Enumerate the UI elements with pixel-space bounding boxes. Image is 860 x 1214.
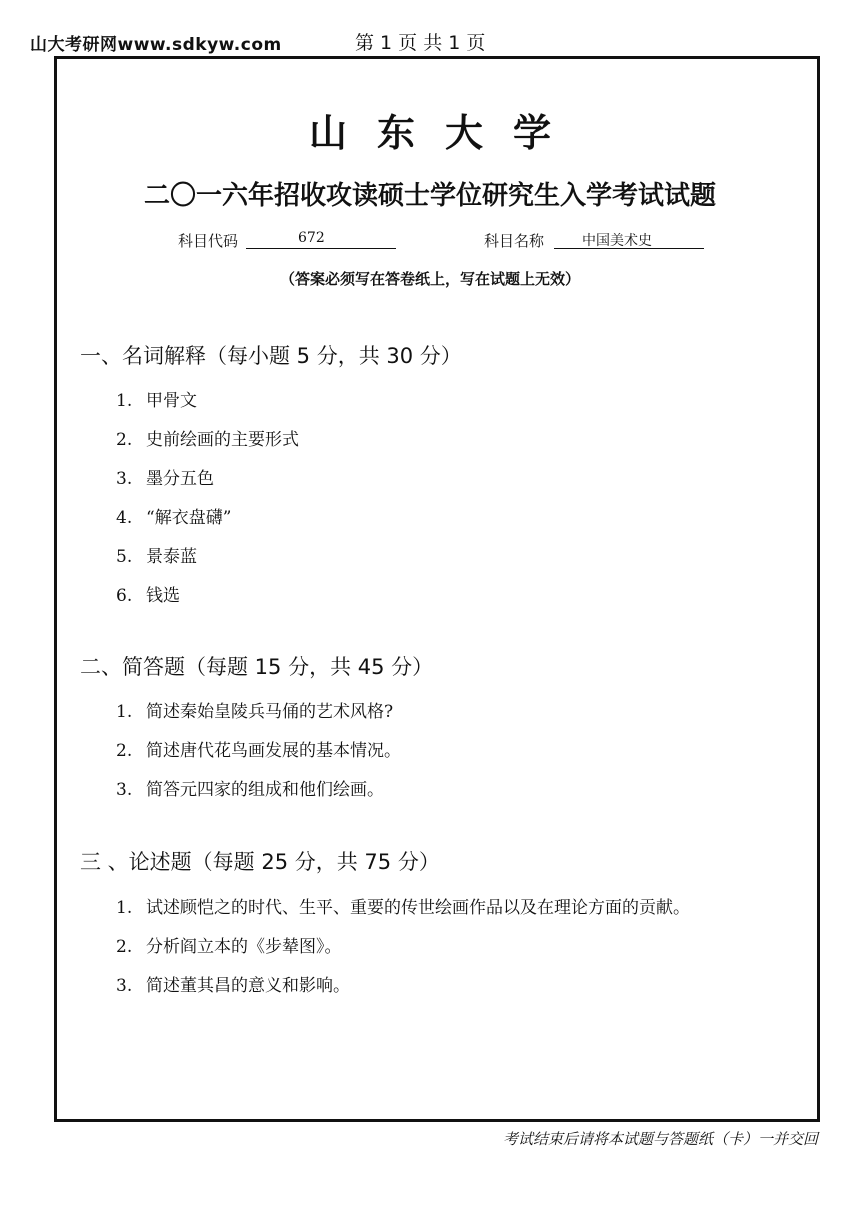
subject-code-value: 672 — [246, 230, 396, 249]
list-item — [116, 542, 197, 567]
subject-code-label: 科目代码 — [178, 232, 239, 250]
item-text: 景泰蓝 — [146, 547, 197, 567]
list-item — [116, 775, 384, 800]
section-heading-3: 三 、论述题（每题 25 分，共 75 分） — [80, 850, 440, 874]
item-number: 3. — [116, 780, 133, 800]
item-number: 2. — [116, 937, 133, 957]
site-header: 山大考研网www.sdkyw.com — [30, 35, 282, 55]
item-number: 1. — [116, 391, 133, 411]
answer-notice: （答案必须写在答卷纸上，写在试题上无效） — [279, 270, 580, 288]
item-number: 1. — [116, 702, 133, 722]
section-heading-1: 一、名词解释（每小题 5 分，共 30 分） — [80, 344, 462, 368]
university-title: 山东大学 — [308, 111, 581, 155]
list-item — [116, 425, 299, 450]
list-item — [116, 932, 342, 957]
item-text: 简述董其昌的意义和影响。 — [146, 976, 350, 996]
item-number: 1. — [116, 898, 133, 918]
item-number: 3. — [116, 469, 133, 489]
item-number: 4. — [116, 508, 133, 528]
item-number: 2. — [116, 430, 133, 450]
list-item — [116, 736, 401, 761]
item-text: “解衣盘礴” — [146, 508, 232, 528]
list-item — [116, 386, 197, 411]
subject-name-label: 科目名称 — [484, 232, 545, 250]
list-item — [116, 581, 180, 606]
item-text: 试述顾恺之的时代、生平、重要的传世绘画作品以及在理论方面的贡献。 — [146, 898, 690, 918]
list-item — [116, 464, 214, 489]
item-number: 2. — [116, 741, 133, 761]
item-text: 简述唐代花鸟画发展的基本情况。 — [146, 741, 401, 761]
item-text: 钱选 — [146, 586, 180, 606]
item-number: 3. — [116, 976, 133, 996]
list-item — [116, 697, 393, 722]
list-item — [116, 893, 690, 918]
item-number: 6. — [116, 586, 133, 606]
section-heading-2: 二、简答题（每题 15 分，共 45 分） — [80, 655, 434, 679]
footer-note: 考试结束后请将本试题与答题纸（卡）一并交回 — [502, 1130, 818, 1148]
item-text: 分析阎立本的《步辇图》。 — [146, 937, 342, 957]
exam-subtitle: 二〇一六年招收攻读硕士学位研究生入学考试试题 — [143, 181, 716, 211]
item-text: 墨分五色 — [146, 469, 214, 489]
item-text: 甲骨文 — [146, 391, 197, 411]
page-info: 第 1 页 共 1 页 — [355, 32, 486, 54]
item-text: 简述秦始皇陵兵马俑的艺术风格? — [146, 702, 394, 722]
list-item — [116, 971, 350, 996]
subject-name-value: 中国美术史 — [554, 230, 704, 249]
item-text: 简答元四家的组成和他们绘画。 — [146, 780, 384, 800]
item-text: 史前绘画的主要形式 — [146, 430, 299, 450]
item-number: 5. — [116, 547, 133, 567]
list-item — [116, 503, 231, 528]
